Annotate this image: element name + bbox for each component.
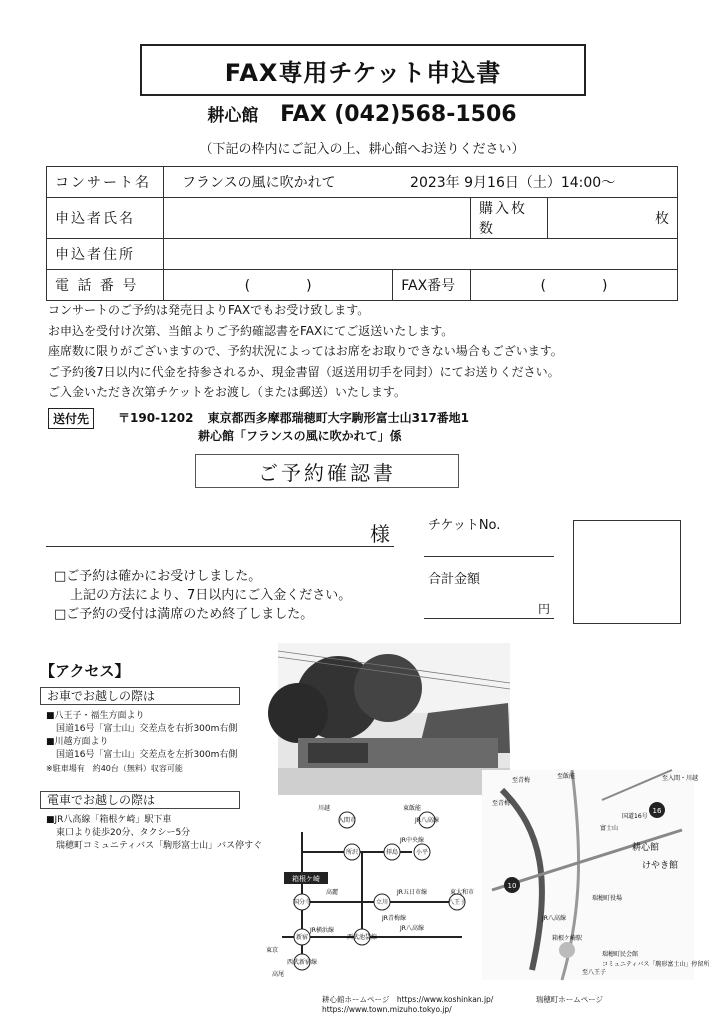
route-station-label: JR五日市線 <box>397 889 427 896</box>
area-map-label: 箱根ケ崎駅 <box>552 935 583 942</box>
car-line: ※駐車場有 約40台（無料）収容可能 <box>46 764 183 773</box>
fax-number: (042)568-1506 <box>334 102 517 127</box>
send-to-address <box>118 409 469 445</box>
note-line: ご入金いただき次第チケットをお渡し（または郵送）いたします。 <box>48 385 406 399</box>
fax-field[interactable] <box>471 270 678 301</box>
recipient: 耕心館「フランスの風に吹かれて」係 <box>198 429 402 443</box>
route-station-label: 東大和市 <box>449 889 475 896</box>
car-line: ■八王子・福生方面より <box>46 711 145 721</box>
route-station-label: 拝島 <box>385 849 399 856</box>
route-station-label: 入間市 <box>337 817 357 824</box>
route-station-label: 高麗 <box>325 889 339 896</box>
venue-photo <box>278 643 510 795</box>
route-station-label: 東京 <box>265 947 279 954</box>
phone-field[interactable] <box>164 270 393 301</box>
route-station-label: 所沢 <box>345 849 359 856</box>
concert-name: フランスの風に吹かれて <box>182 175 336 191</box>
footer-link-koshinkan[interactable]: 耕心館ホームページ https://www.koshinkan.jp/ <box>322 995 494 1004</box>
sama-label: 様 <box>370 522 390 546</box>
footer <box>322 994 724 1014</box>
train-heading: 電車でお越しの際は <box>40 791 240 809</box>
route-extra: 高尾 <box>272 971 285 978</box>
route-station-label: 東飯能 <box>402 805 422 812</box>
fax-field-label: FAX番号 <box>393 270 471 301</box>
car-line: 国道16号「富士山」交差点を左折300m右側 <box>56 750 238 760</box>
footer-link-mizuho[interactable]: 瑞穂町ホームページ https://www.town.mizuho.tokyo.jp/ <box>322 995 611 1014</box>
route-station-label: 新宿 <box>295 934 309 941</box>
name-field[interactable] <box>164 198 471 239</box>
access-title: 【アクセス】 <box>40 662 130 680</box>
area-map-label: 至青梅 <box>492 800 511 807</box>
postal-code: 〒190-1202 <box>118 411 194 425</box>
route-station-label: 西武新宿線 <box>286 959 318 966</box>
form-title: FAX専用チケット申込書 <box>140 44 586 96</box>
route-station-label: 小平 <box>415 849 429 856</box>
total-line <box>424 618 554 619</box>
note-line: お申込を受付け次第、当館よりご予約確認書をFAXにてご返送いたします。 <box>48 323 454 338</box>
address-field[interactable] <box>164 239 678 270</box>
total-label: 合計金額 <box>428 572 481 587</box>
note-line: ご予約後7日以内に代金を持参されるか、現金書留（返送用切手を同封）にてお送りください。 <box>48 364 560 379</box>
fax-paren: ( ) <box>540 278 608 294</box>
area-map-label: 至飯能 <box>557 773 576 780</box>
venue-name: 耕心館 <box>207 106 259 126</box>
area-map-label: 耕心館 <box>632 843 660 853</box>
area-map-label: けやき館 <box>642 861 679 871</box>
route-station-label: 立川 <box>375 899 389 906</box>
route-highlight: 箱根ケ崎 <box>292 875 320 883</box>
phone-label: 電 話 番 号 <box>47 270 164 301</box>
train-line: 瑞穂町コミュニティバス「駒形富士山」バス停すぐ <box>56 841 263 851</box>
address-text: 東京都西多摩郡瑞穂町大字駒形富士山317番地1 <box>207 411 470 425</box>
ticket-no-line <box>424 556 554 557</box>
car-line: 国道16号「富士山」交差点を右折300m右側 <box>56 724 238 734</box>
tickets-label: 購入枚数 <box>471 198 548 239</box>
route-map <box>262 802 482 978</box>
address-label: 申込者住所 <box>47 239 164 270</box>
concert-cell <box>164 167 678 198</box>
tickets-field[interactable] <box>548 198 678 239</box>
area-map-label: 至青梅 <box>512 777 531 784</box>
notes <box>48 300 563 403</box>
name-label: 申込者氏名 <box>47 198 164 239</box>
route-station-label: 西武池袋線 <box>346 934 378 941</box>
concert-date: 2023年 9月16日（土）14:00〜 <box>410 175 616 191</box>
route-station-label: JR八高線 <box>415 817 439 824</box>
instruction: （下記の枠内にご記入の上、耕心館へお送りください） <box>199 142 525 157</box>
confirmation-checks <box>54 567 351 624</box>
phone-paren: ( ) <box>244 278 312 294</box>
car-directions <box>46 710 237 775</box>
check-accepted-note: 上記の方法により、7日以内にご入金ください。 <box>70 588 352 603</box>
area-map-label: 瑞穂町民会館 <box>602 951 639 958</box>
area-map-label: 至入間・川越 <box>662 775 699 782</box>
area-map-label: 国道16号 <box>622 813 648 820</box>
area-map-label: 至八王子 <box>582 969 607 976</box>
ticket-no-label: チケットNo. <box>428 518 501 533</box>
train-line: 東口より徒歩20分、タクシー5分 <box>56 828 191 838</box>
concert-label: コンサート名 <box>47 167 164 198</box>
stamp-box <box>573 520 681 624</box>
car-heading: お車でお越しの際は <box>40 687 240 705</box>
area-map-label: コミュニティバス「駒形富士山」停留所 <box>602 961 710 968</box>
application-form <box>46 166 678 301</box>
check-accepted: □ご予約は確かにお受けしました。 <box>54 569 262 584</box>
route-num: 16 <box>652 807 662 815</box>
area-map-label: 富士山 <box>600 825 619 832</box>
route-num-2: 10 <box>507 882 517 890</box>
name-underline <box>46 546 394 547</box>
area-map-label: 瑞穂町役場 <box>592 895 623 902</box>
route-station-label: 八王子 <box>447 899 467 906</box>
tickets-unit: 枚 <box>655 211 669 227</box>
note-line: 座席数に限りがございますので、予約状況によってはお席をお取りできない場合もございます。 <box>48 344 563 358</box>
route-station-label: JR横浜線 <box>310 927 334 934</box>
note-line: コンサートのご予約は発売日よりFAXでもお受け致します。 <box>48 303 370 317</box>
area-map-label: JR八高線 <box>542 915 566 922</box>
train-directions <box>46 814 262 853</box>
area-map <box>482 770 710 980</box>
check-full: □ご予約の受付は満席のため終了しました。 <box>54 607 314 622</box>
train-line: ■JR八高線「箱根ケ崎」駅下車 <box>46 815 172 825</box>
fax-label: FAX <box>280 102 327 127</box>
route-station-label: JR中央線 <box>400 837 424 844</box>
route-extra: JR青梅線 <box>382 915 406 922</box>
route-station-label: 川越 <box>317 805 331 812</box>
route-station-label: JR八高線 <box>400 925 424 932</box>
route-station-label: 国分寺 <box>292 899 312 906</box>
car-line: ■川越方面より <box>46 737 109 747</box>
confirmation-title: ご予約確認書 <box>195 454 459 488</box>
fax-line <box>0 101 724 127</box>
send-to-label: 送付先 <box>48 408 94 429</box>
yen-label: 円 <box>538 602 551 616</box>
